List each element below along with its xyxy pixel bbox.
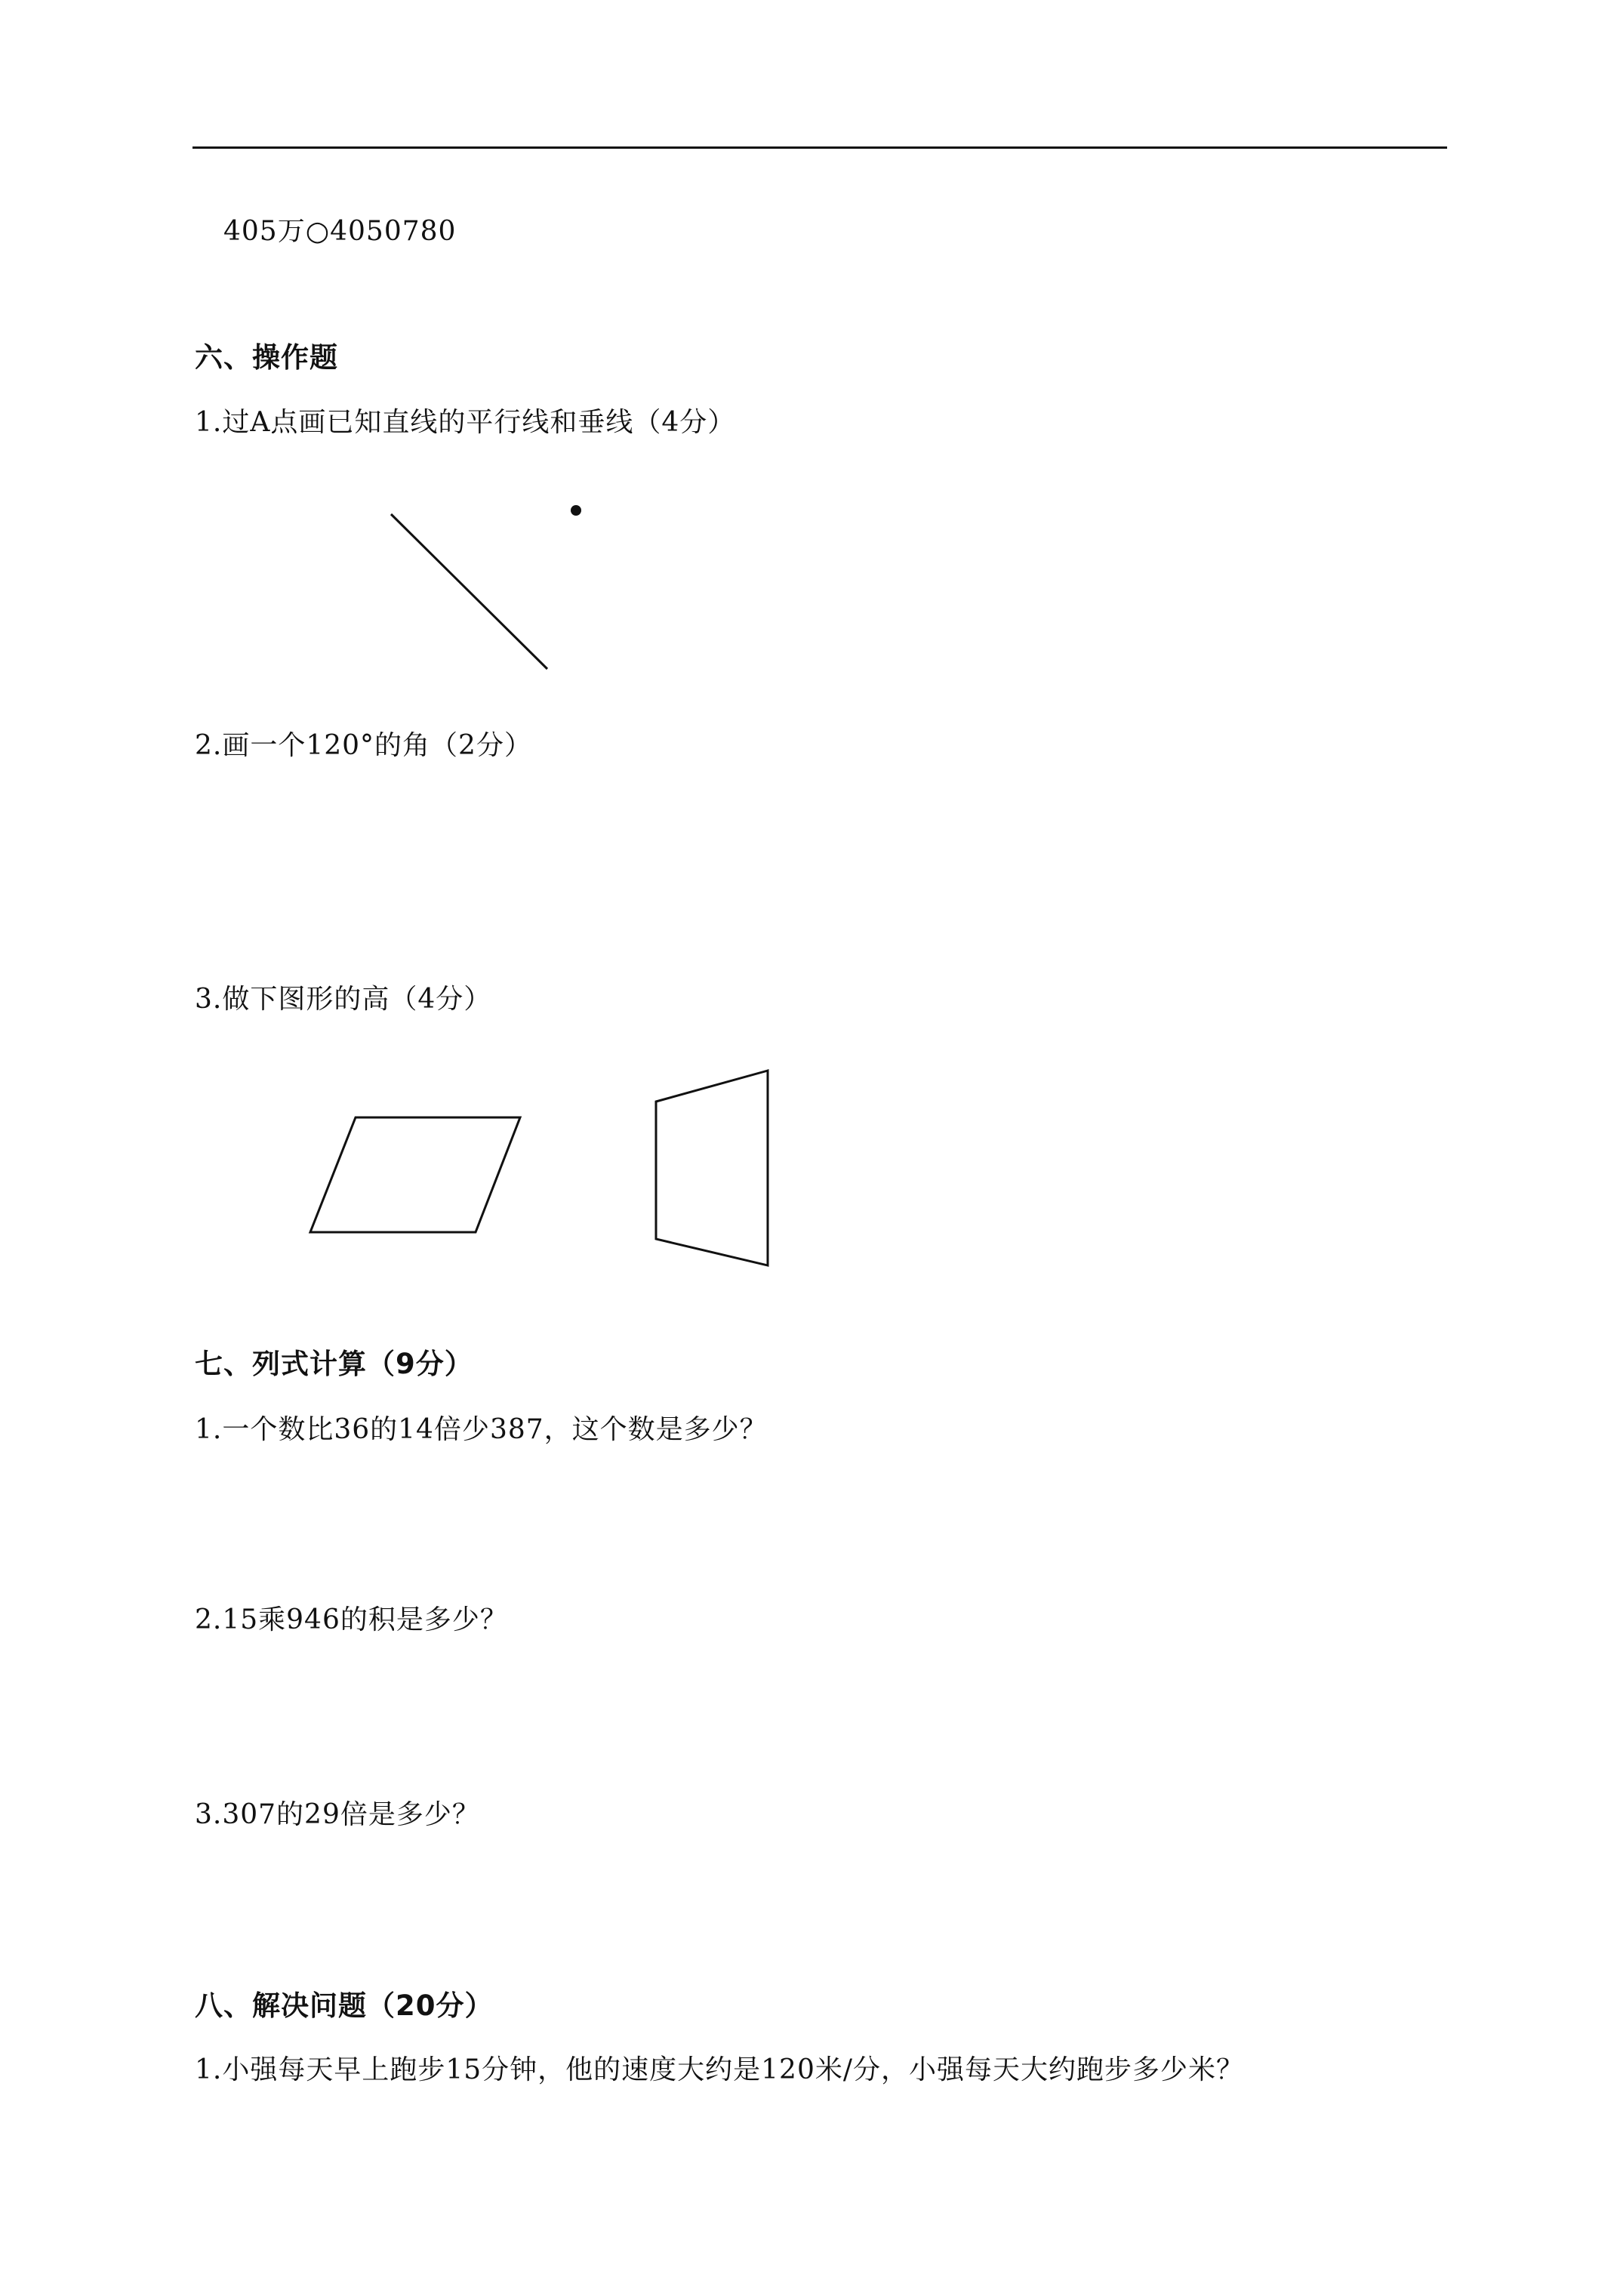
- section-6-question-2: 2.画一个120°的角（2分）: [195, 730, 532, 761]
- compare-line: 405万○4050780: [223, 216, 457, 247]
- parallelogram-shape: [310, 1117, 520, 1232]
- section-8-title: 八、解决问题（20分）: [195, 1989, 494, 2022]
- given-line: [391, 514, 547, 669]
- section-6-title: 六、操作题: [195, 341, 338, 374]
- point-a: [571, 505, 581, 516]
- section-7-question-2: 2.15乘946的积是多少？: [195, 1604, 508, 1635]
- section-7-question-3: 3.307的29倍是多少？: [195, 1799, 480, 1830]
- section-7-question-1: 1.一个数比36的14倍少387，这个数是多少？: [195, 1414, 768, 1445]
- section-8-question-1: 1.小强每天早上跑步15分钟，他的速度大约是120米/分，小强每天大约跑步多少米？: [195, 2054, 1244, 2085]
- section-7-title: 七、列式计算（9分）: [195, 1348, 473, 1380]
- section-6-question-3: 3.做下图形的高（4分）: [195, 984, 492, 1015]
- section-6-question-1: 1.过A点画已知直线的平行线和垂线（4分）: [195, 407, 736, 438]
- trapezoid-shape: [656, 1071, 768, 1265]
